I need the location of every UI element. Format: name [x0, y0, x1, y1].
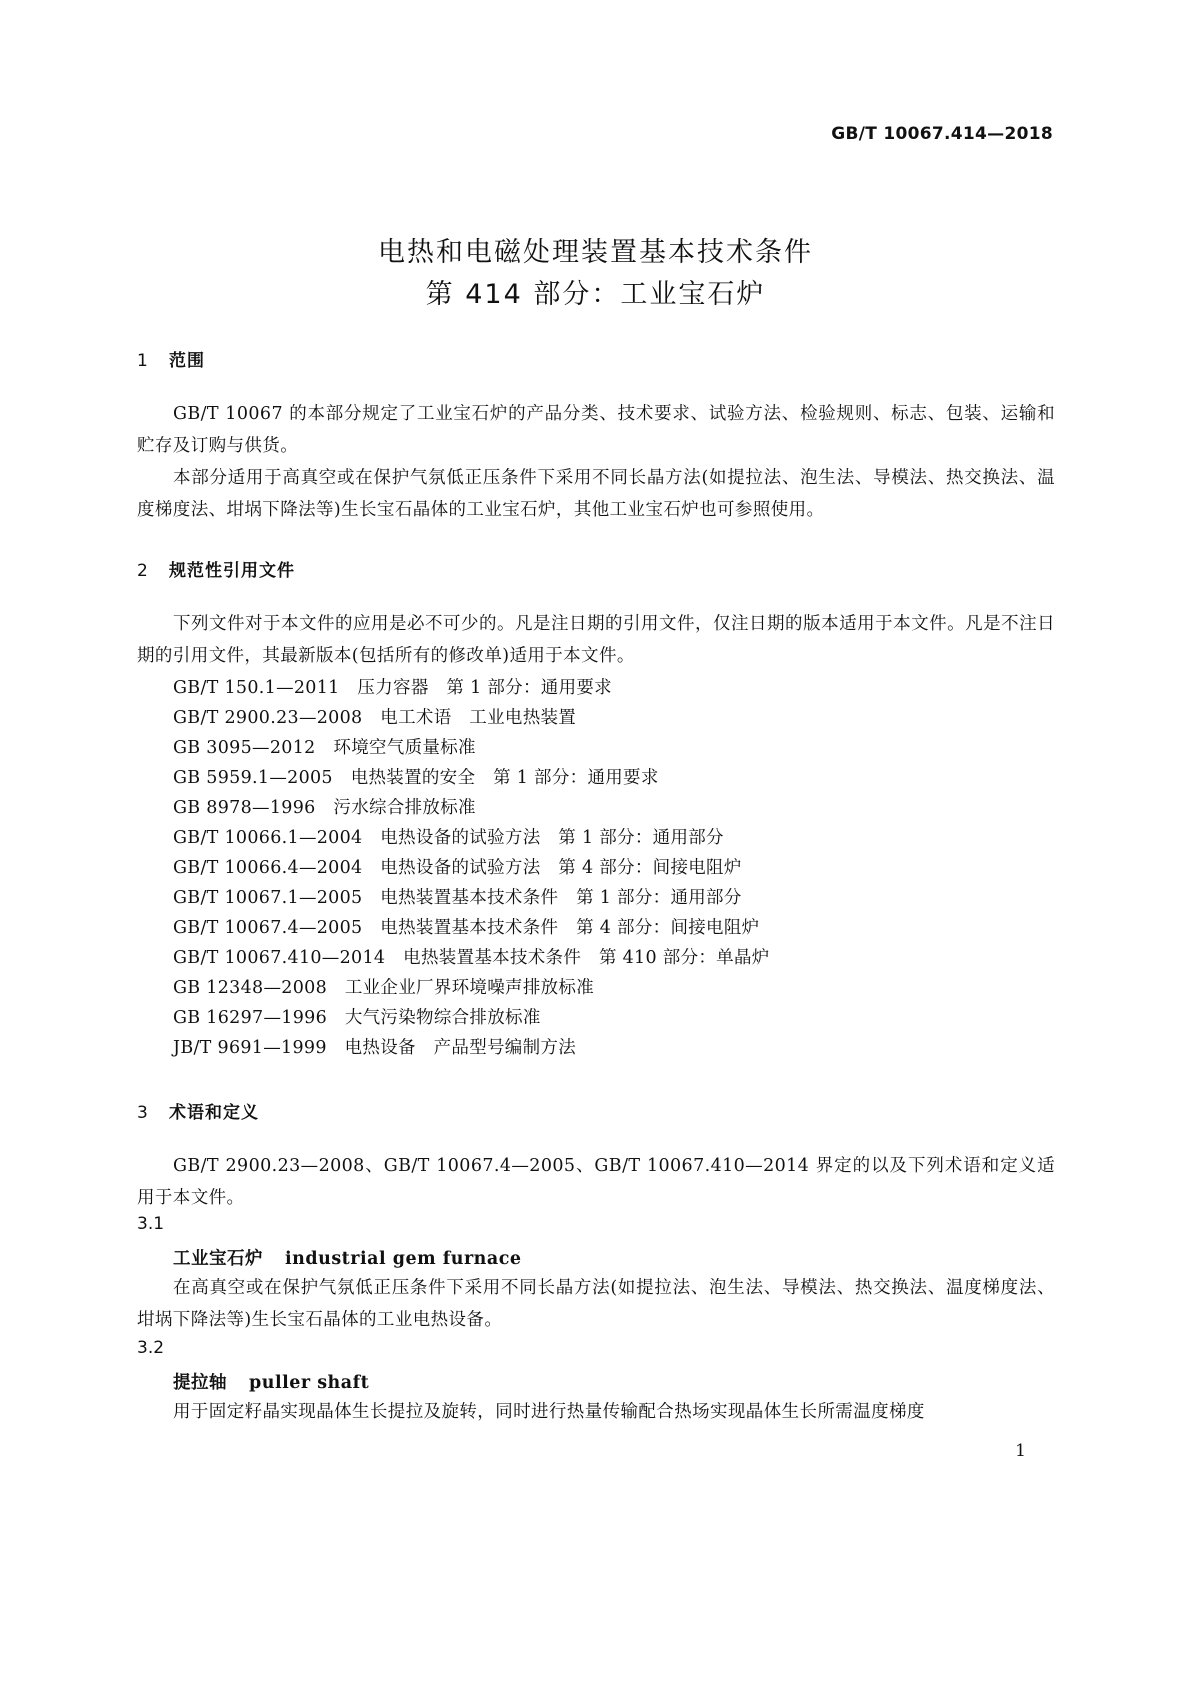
section-heading-normative-references [137, 556, 295, 581]
reference-title: 电热设备 产品型号编制方法 [344, 1038, 576, 1058]
term-english: industrial gem furnace [285, 1249, 522, 1269]
standard-code-header: GB/T 10067.414—2018 [831, 124, 1053, 144]
paragraph: 本部分适用于高真空或在保护气氛低正压条件下采用不同长晶方法(如提拉法、泡生法、导模法、热交换法、温度梯度法、坩埚下降法等)生长宝石晶体的工业宝石炉，其他工业宝石炉也可参照使用。 [137, 468, 1055, 520]
section-title: 术语和定义 [169, 1103, 259, 1123]
reference-code: GB/T 10067.410—2014 [173, 948, 386, 968]
reference-item [173, 914, 759, 939]
reference-item [173, 1034, 576, 1059]
reference-title: 电热装置基本技术条件 第 410 部分：单晶炉 [403, 948, 770, 968]
reference-item [173, 734, 476, 759]
term-number: 3.2 [137, 1338, 165, 1358]
reference-title: 污水综合排放标准 [333, 798, 476, 818]
reference-code: GB 3095—2012 [173, 738, 316, 758]
page-number: 1 [1015, 1441, 1026, 1461]
reference-item [173, 764, 659, 789]
reference-code: JB/T 9691—1999 [173, 1038, 327, 1058]
reference-item [173, 674, 612, 699]
reference-title: 电热装置的安全 第 1 部分：通用要求 [350, 768, 659, 788]
paragraph: GB/T 2900.23—2008、GB/T 10067.4—2005、GB/T 10067.410—2014 界定的以及下列术语和定义适用于本文件。 [137, 1156, 1055, 1208]
reference-code: GB 5959.1—2005 [173, 768, 333, 788]
term-number: 3.1 [137, 1214, 165, 1234]
reference-code: GB 16297—1996 [173, 1008, 328, 1028]
reference-code: GB/T 10066.4—2004 [173, 858, 363, 878]
reference-title: 工业企业厂界环境噪声排放标准 [344, 978, 595, 998]
section-heading-terms-and-definitions [137, 1098, 259, 1123]
reference-title: 电工术语 工业电热装置 [380, 708, 577, 728]
term-english: puller shaft [249, 1373, 370, 1393]
reference-item [173, 854, 742, 879]
reference-code: GB 8978—1996 [173, 798, 316, 818]
paragraph: GB/T 10067 的本部分规定了工业宝石炉的产品分类、技术要求、试验方法、检验规则、标志、包装、运输和贮存及订购与供货。 [137, 404, 1055, 456]
term-heading [173, 1245, 522, 1270]
section-number: 2 [137, 561, 149, 581]
reference-code: GB/T 10066.1—2004 [173, 828, 363, 848]
term-definition: 用于固定籽晶实现晶体生长提拉及旋转，同时进行热量传输配合热场实现晶体生长所需温度梯度 [173, 1402, 925, 1422]
reference-title: 电热装置基本技术条件 第 1 部分：通用部分 [380, 888, 742, 908]
term-heading [173, 1369, 369, 1394]
reference-code: GB/T 150.1—2011 [173, 678, 340, 698]
document-title-line-2: 第 414 部分：工业宝石炉 [425, 279, 766, 310]
reference-code: GB/T 10067.1—2005 [173, 888, 363, 908]
section-title: 规范性引用文件 [169, 561, 295, 581]
reference-title: 环境空气质量标准 [333, 738, 476, 758]
document-title-line-1: 电热和电磁处理装置基本技术条件 [378, 237, 813, 268]
reference-title: 电热装置基本技术条件 第 4 部分：间接电阻炉 [380, 918, 760, 938]
reference-code: GB 12348—2008 [173, 978, 328, 998]
reference-item [173, 824, 724, 849]
reference-title: 压力容器 第 1 部分：通用要求 [357, 678, 612, 698]
reference-item [173, 974, 594, 999]
term-chinese: 提拉轴 [173, 1373, 227, 1393]
reference-item [173, 1004, 541, 1029]
reference-code: GB/T 2900.23—2008 [173, 708, 363, 728]
reference-title: 电热设备的试验方法 第 4 部分：间接电阻炉 [380, 858, 742, 878]
reference-title: 电热设备的试验方法 第 1 部分：通用部分 [380, 828, 724, 848]
reference-item [173, 884, 742, 909]
reference-item [173, 794, 476, 819]
section-heading-scope [137, 346, 205, 371]
section-title: 范围 [169, 351, 205, 371]
reference-title: 大气污染物综合排放标准 [344, 1008, 541, 1028]
term-definition: 在高真空或在保护气氛低正压条件下采用不同长晶方法(如提拉法、泡生法、导模法、热交换法、温度梯度法、坩埚下降法等)生长宝石晶体的工业电热设备。 [137, 1278, 1055, 1330]
reference-item [173, 704, 576, 729]
term-chinese: 工业宝石炉 [173, 1249, 263, 1269]
reference-code: GB/T 10067.4—2005 [173, 918, 363, 938]
paragraph: 下列文件对于本文件的应用是必不可少的。凡是注日期的引用文件，仅注日期的版本适用于本文件。凡是不注日期的引用文件，其最新版本(包括所有的修改单)适用于本文件。 [137, 614, 1055, 666]
reference-item [173, 944, 770, 969]
section-number: 1 [137, 351, 149, 371]
section-number: 3 [137, 1103, 149, 1123]
